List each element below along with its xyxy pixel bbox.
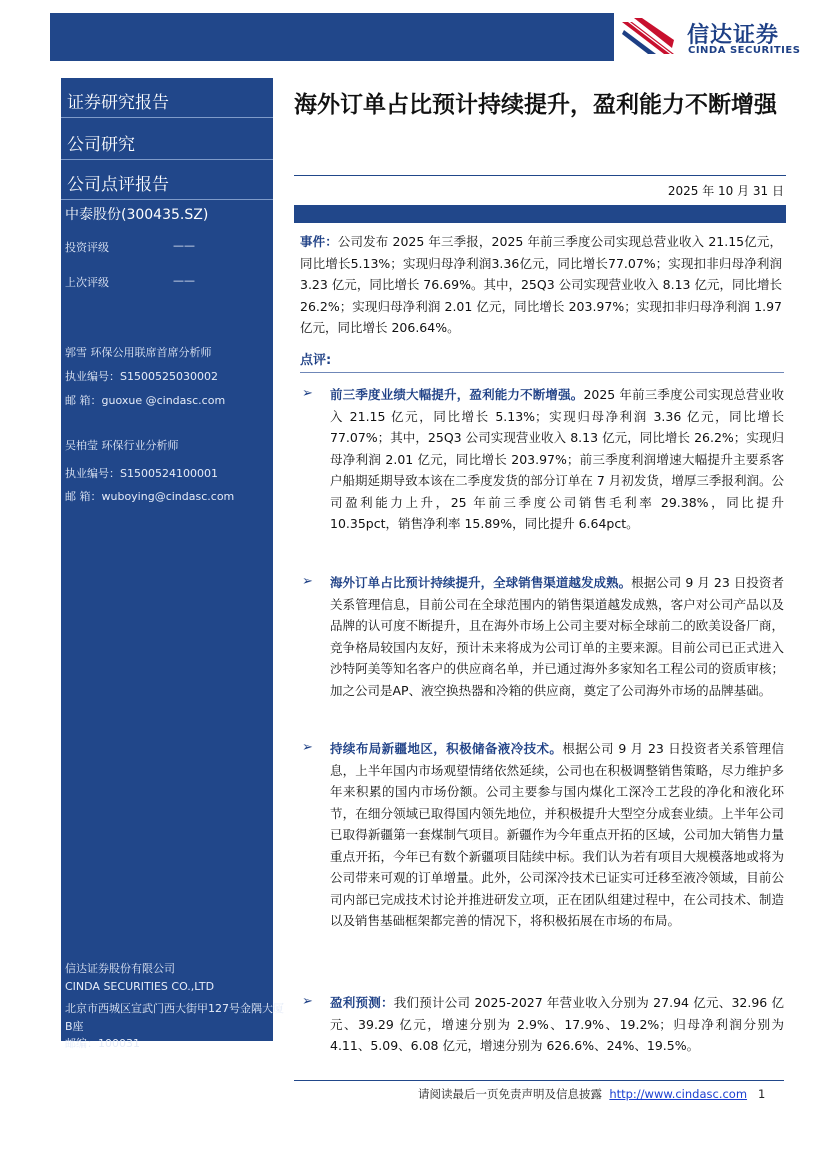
analyst-1-name: 郭雪 环保公用联席首席分析师: [65, 346, 212, 359]
section-bar: [294, 205, 786, 223]
header-band: [50, 13, 614, 61]
stock-code: 中泰股份(300435.SZ): [65, 207, 209, 223]
report-title: 海外订单占比预计持续提升，盈利能力不断增强: [294, 92, 777, 118]
divider: [61, 117, 273, 118]
review-divider: [300, 372, 784, 373]
company-name-en: CINDA SECURITIES CO.,LTD: [65, 980, 215, 993]
event-paragraph: [300, 231, 782, 339]
point-4-text: 我们预计公司 2025-2027 年营业收入分别为 27.94 亿元、32.96 亿元、39.29 亿元，增速分别为 2.9%、17.9%、19.2%；归母净利润分别为 4.11、5.09、6.08 亿元，增速分别为 626.6%、24%、19.5%。: [330, 995, 784, 1053]
brand-name-en: CINDA SECURITIES: [688, 45, 801, 56]
point-2: [330, 572, 784, 701]
analyst-2-name: 吴柏莹 环保行业分析师: [65, 439, 179, 452]
footer: [418, 1086, 765, 1102]
rating-label: 投资评级: [65, 241, 109, 254]
address-line-1: 北京市西城区宣武门西大街甲127号金隅大厦: [65, 1002, 284, 1015]
report-date: 2025 年 10 月 31 日: [667, 184, 784, 198]
tag-company-research: 公司研究: [67, 135, 135, 155]
disclaimer-note: 请阅读最后一页免责声明及信息披露: [418, 1087, 602, 1101]
rating-value: ——: [173, 239, 195, 252]
divider: [61, 199, 273, 200]
point-4-head: 盈利预测：: [330, 995, 394, 1010]
sidebar: [61, 78, 284, 1050]
prev-rating-value: ——: [173, 274, 195, 287]
point-2-text: 根据公司 9 月 23 日投资者关系管理信息，目前公司在全球范围内的销售渠道越发成熟，客户对公司产品以及品牌的认可度不断提升，且在海外市场上公司主要对标全球前二的欧美设备厂商，竞争格局较国内友好，预计未来将成为公司订单的主要来源。目前公司已正式进入沙特阿美等知名客户的供应商名单，并已通过海外多家知名工程公司的资质审核；加之公司是AP、液空换热器和冷箱的供应商，奠定了公司海外市场的品牌基础。: [330, 575, 784, 698]
title-divider: [294, 175, 786, 176]
analyst-1-cert: 执业编号：S1500525030002: [65, 370, 218, 383]
point-3: [330, 738, 784, 932]
analyst-2-cert: 执业编号：S1500524100001: [65, 467, 218, 480]
point-1-head: 前三季度业绩大幅提升，盈利能力不断增强。: [330, 387, 584, 402]
point-1-text: 2025 年前三季度公司实现总营业收入 21.15 亿元，同比增长 5.13%；实现归母净利润 3.36 亿元，同比增长 77.07%；其中，25Q3 公司实现营业收入 8.13 亿元，同比增长 26.2%；实现归母净利润 2.01 亿元，同比增长 203.97%；前三季度利润增速大幅提升主要系客户船期延期导致本该在二季度发货的部分订单在 7 月初发货，增厚三季报利润。公司盈利能力上升，25 年前三季度公司销售毛利率 29.38%，同比提升 10.35pct，销售净利率 15.89%，同比提升 6.64pct。: [330, 387, 784, 531]
address-line-2: B座: [65, 1020, 84, 1033]
postcode: 邮编：100031: [65, 1037, 140, 1050]
point-3-head: 持续布局新疆地区，积极储备液冷技术。: [330, 741, 563, 756]
review-heading: 点评:: [300, 353, 332, 368]
event-label: 事件：: [300, 234, 338, 249]
arrow-bullet-icon: ➢: [302, 740, 313, 755]
point-3-text: 根据公司 9 月 23 日投资者关系管理信息，上半年国内市场观望情绪依然延续，公司也在积极调整销售策略，尽力维护多年来积累的国内市场份额。公司主要参与国内煤化工深冷工艺段的净化和液化环节，在细分领域已取得国内领先地位，并积极提升大型空分成套业绩。上半年公司已取得新疆第一套煤制气项目。新疆作为今年重点开拓的区域，公司加大销售力量重点开拓，今年已有数个新疆项目陆续中标。我们认为若有项目大规模落地或将为公司带来可观的订单增量。此外，公司深冷技术已证实可迁移至液冷领域，目前公司内部已完成技术讨论并推进研发立项，正在团队组建过程中，在公司技术、制造以及销售基础框架都完善的情况下，将积极拓展在市场的布局。: [330, 741, 784, 928]
brand-name-cn: 信达证券: [687, 23, 780, 48]
prev-rating-label: 上次评级: [65, 276, 109, 289]
point-2-head: 海外订单占比预计持续提升，全球销售渠道越发成熟。: [330, 575, 632, 590]
analyst-2-email[interactable]: 邮 箱：wuboying@cindasc.com: [65, 490, 235, 503]
arrow-bullet-icon: ➢: [302, 994, 313, 1009]
tag-securities-report: 证券研究报告: [67, 93, 169, 113]
footer-divider: [294, 1080, 784, 1081]
point-4: [330, 992, 784, 1057]
cinda-logo-icon: [620, 14, 676, 58]
divider: [61, 159, 273, 160]
analyst-1-email[interactable]: 邮 箱：guoxue @cindasc.com: [65, 394, 226, 407]
company-name-cn: 信达证券股份有限公司: [65, 962, 175, 975]
point-1: [330, 384, 784, 535]
website-link[interactable]: http://www.cindasc.com: [609, 1087, 748, 1101]
page-number: 1: [758, 1087, 766, 1101]
arrow-bullet-icon: ➢: [302, 386, 313, 401]
event-text: 公司发布 2025 年三季报，2025 年前三季度公司实现总营业收入 21.15亿元，同比增长5.13%；实现归母净利润3.36亿元，同比增长77.07%；实现扣非归母净利润 3.23 亿元，同比增长 76.69%。其中，25Q3 公司实现营业收入 8.13 亿元，同比增长 26.2%；实现归母净利润 2.01 亿元，同比增长 203.97%；实现扣非归母净利润 1.97 亿元，同比增长 206.64%。: [300, 234, 782, 335]
arrow-bullet-icon: ➢: [302, 574, 313, 589]
tag-review-report: 公司点评报告: [67, 175, 169, 195]
